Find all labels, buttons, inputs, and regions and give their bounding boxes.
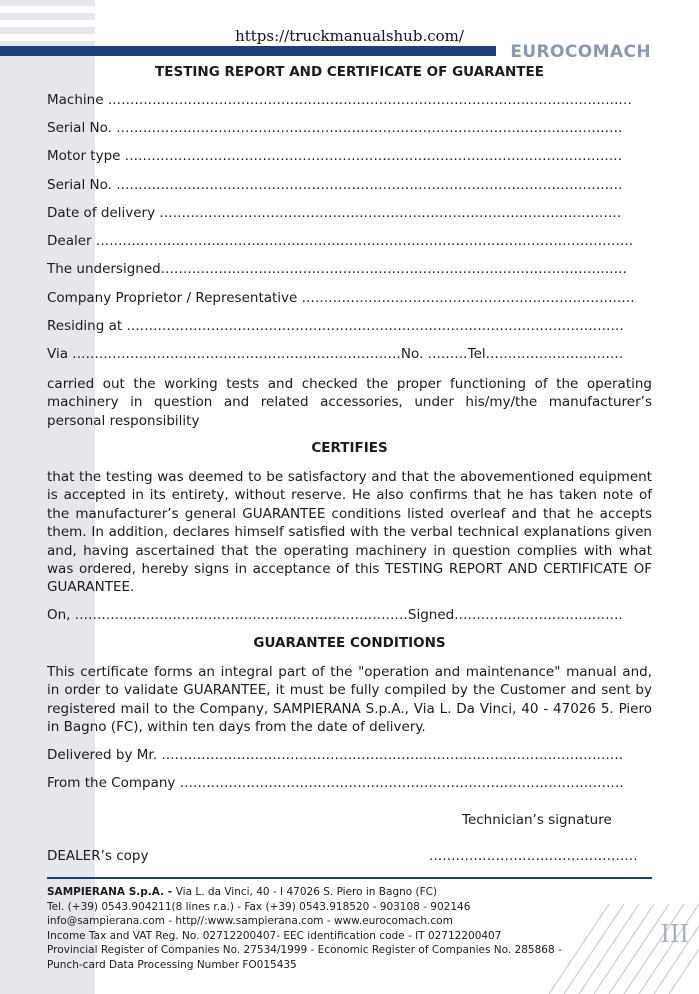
heading-certifies: CERTIFIES [311,440,388,456]
field-from-company: From the Company .................................................................................................... [47,775,624,791]
paragraph-certificate-integral: This certificate forms an integral part of the "operation and maintenance" manual and, in order to validate GUARANTEE, it must be fully compiled by the Customer and sent by registered mail to the Company, SAMPIERANA S.p.A., Via L. Da Vinci, 40 - 47026 5. Piero in Bagno (FC), within ten days from the date of delivery. [47,664,652,736]
field-machine: Machine ...................................................................................................................... [47,92,632,108]
company-footer [47,885,607,973]
field-company-proprietor: Company Proprietor / Representative ........................................................................... [47,290,635,306]
field-via-no-tel: Via ..........................................................................No. .........Tel............................... [47,346,624,362]
footer-punchcard-line: Punch-card Data Processing Number FO015435 [47,958,297,971]
eurocomach-logo: EUROCOMACH [510,42,651,62]
footer-company-line: SAMPIERANA S.p.A. - Via L. da Vinci, 40 - I 47026 S. Piero in Bagno (FC) [47,886,438,898]
field-undersigned: The undersigned......................................................................................................... [47,261,628,277]
technician-signature-label: Technician’s signature [462,812,612,828]
field-on-signed: On, ...........................................................................Signed...................................... [47,607,623,623]
page-number: III [660,920,689,948]
field-dealer: Dealer ......................................................................................................................... [47,233,634,249]
footer-phone-line: Tel. (+39) 0543.904211(8 lines r.a.) - Fax (+39) 0543.918520 - 903108 - 902146 [47,900,471,913]
dealer-copy-label: DEALER’s copy [47,848,149,864]
footer-register-line: Provincial Register of Companies No. 27534/1999 - Economic Register of Companies No. 285868 - [47,944,562,957]
heading-guarantee-conditions: GUARANTEE CONDITIONS [253,635,446,651]
source-url[interactable]: https://truckmanualshub.com/ [235,27,464,45]
paragraph-testing-satisfactory: that the testing was deemed to be satisfactory and that the abovementioned equipment is accepted in its entirety, without reserve. He also confirms that he has taken note of the manufacturer’s general GUARANTEE conditions listed overleaf and that he accepts them. In addition, declares himself satisfied with the verbal technical explanations given and, having ascertained that the operating machinery in question complies with what was ordered, hereby signs in acceptance of this TESTING REPORT AND CERTIFICATE OF GUARANTEE. [47,469,652,596]
field-delivered-by: Delivered by Mr. ........................................................................................................ [47,747,624,763]
document-title: TESTING REPORT AND CERTIFICATE OF GUARANTEE [155,64,544,80]
footer-tax-line: Income Tax and VAT Reg. No. 02712200407- EEC identification code - IT 02712200407 [47,929,502,942]
field-motor-type: Motor type ................................................................................................................ [47,148,623,164]
field-serial-no: Serial No. .................................................................................................................. [47,120,623,136]
header-bar [0,46,496,56]
dealer-signature-line: ............................................... [429,848,638,864]
field-residing-at: Residing at ................................................................................................................ [47,318,624,334]
footer-contact-line[interactable]: info@sampierana.com - http//:www.sampierana.com - www.eurocomach.com [47,915,453,928]
field-motor-serial-no: Serial No. .................................................................................................................. [47,177,623,193]
paragraph-working-tests: carried out the working tests and checked the proper functioning of the operating machinery in question and related accessories, under his/my/the manufacturer’s personal responsibility [47,376,652,429]
field-date-of-delivery: Date of delivery ........................................................................................................ [47,205,622,221]
